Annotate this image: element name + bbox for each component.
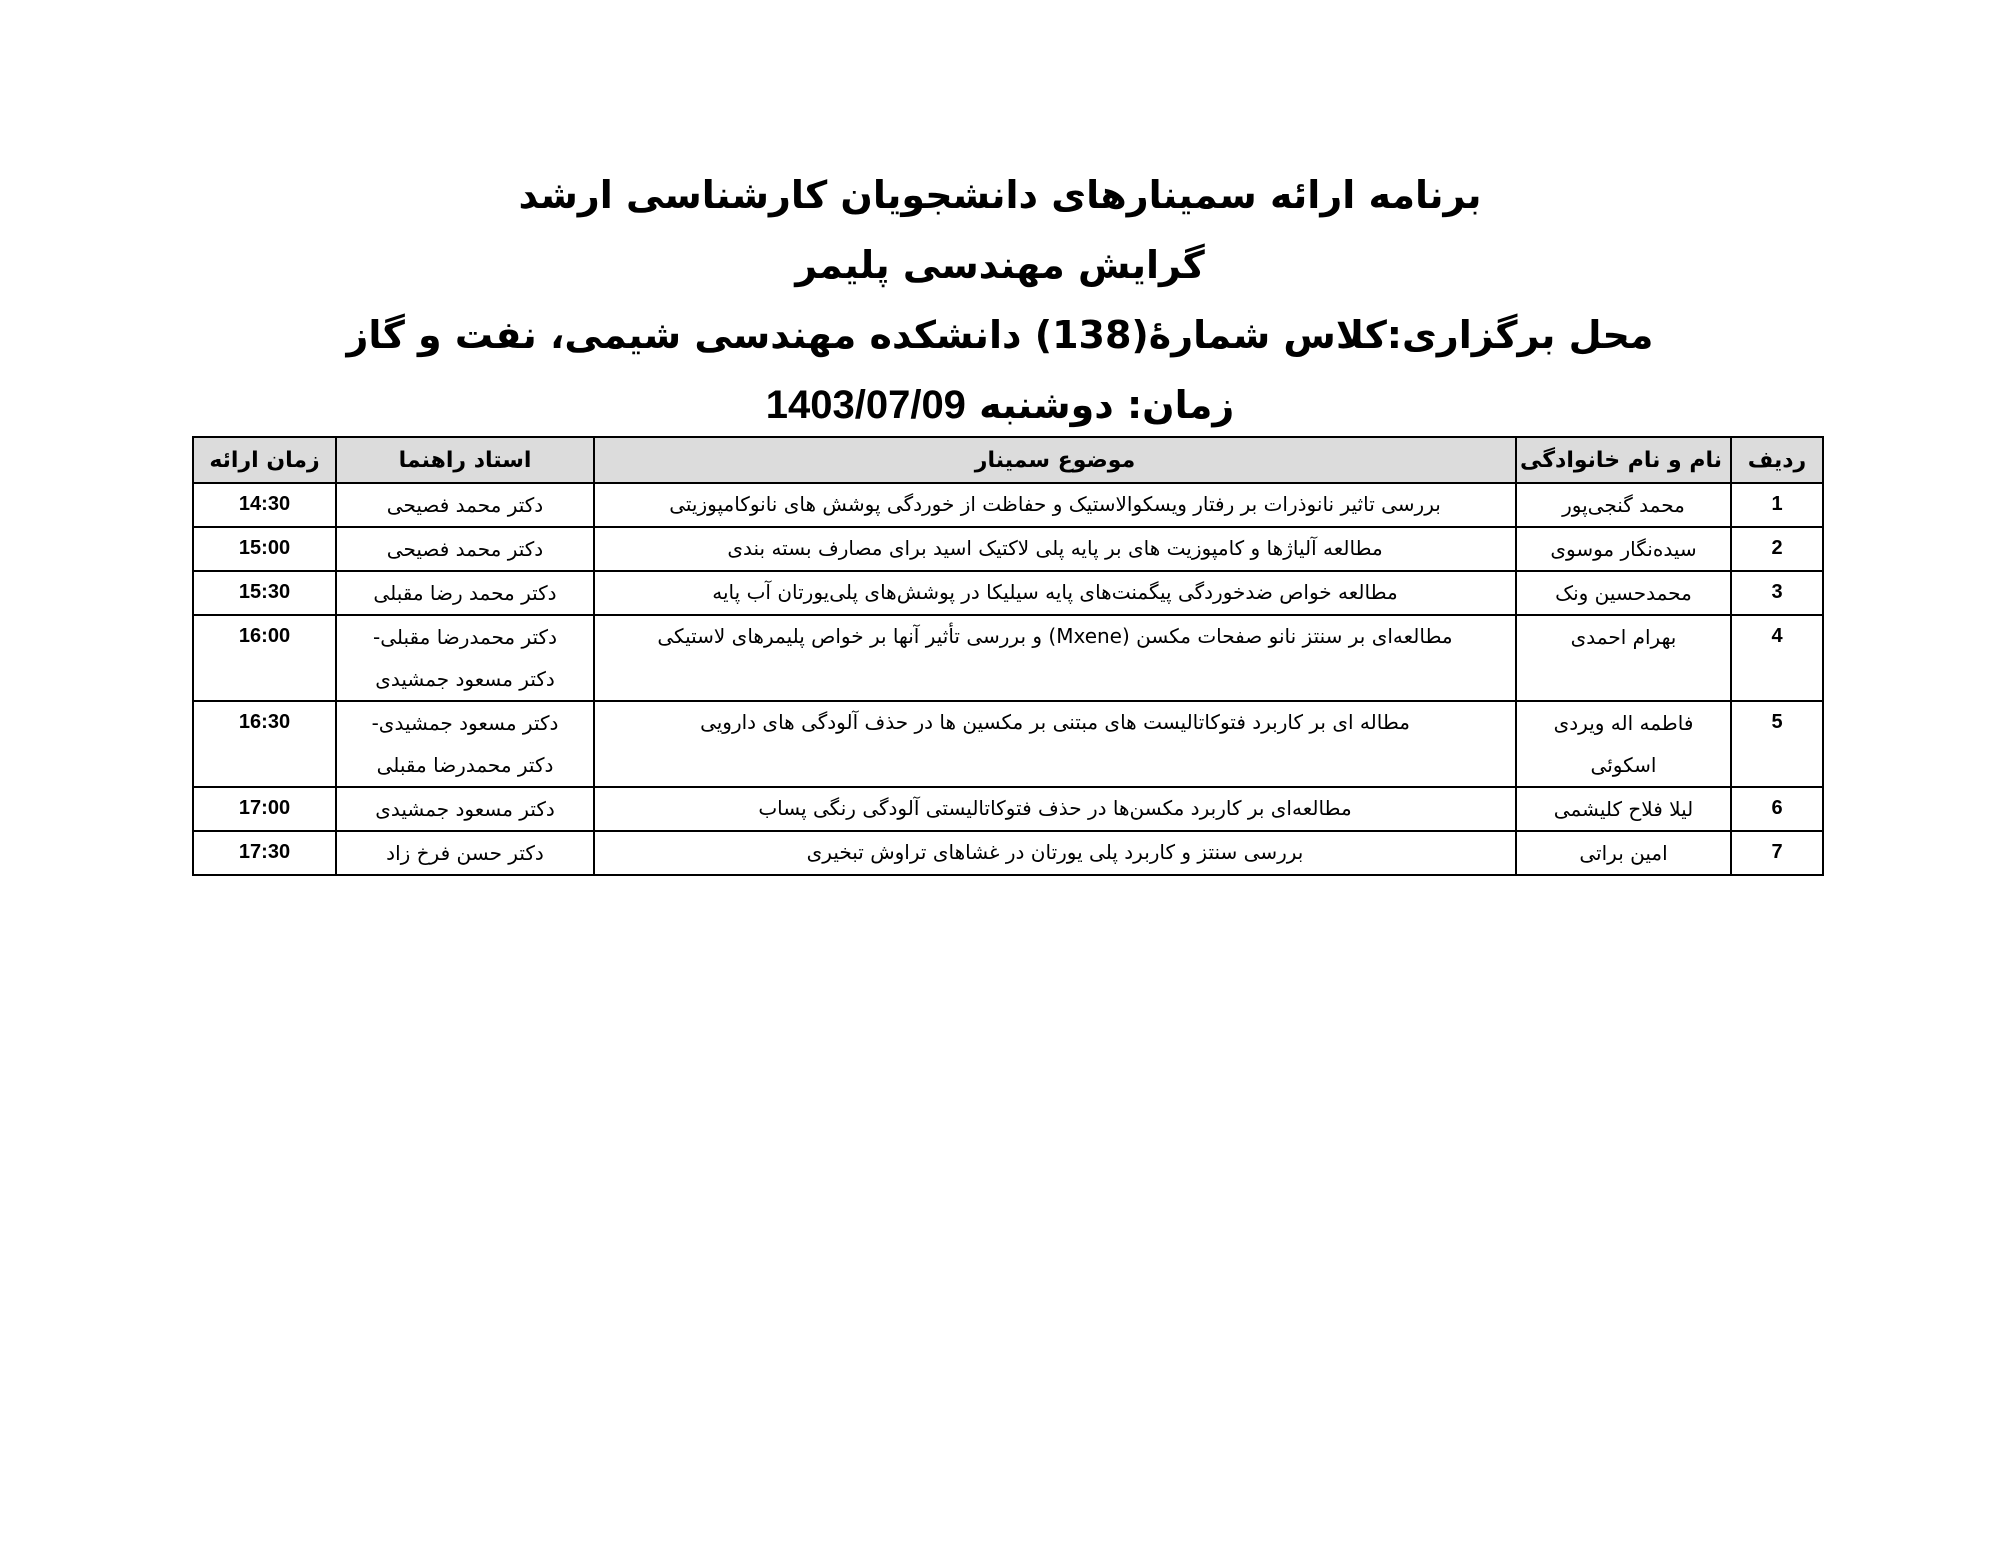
table-row (193, 701, 1823, 787)
advisor-line: دکتر محمد رضا مقبلی (373, 581, 557, 605)
row-number-cell: 5 (1731, 701, 1823, 787)
table-row (193, 483, 1823, 527)
student-name-cell (1516, 527, 1731, 571)
student-name-cell (1516, 483, 1731, 527)
advisor-cell (336, 527, 594, 571)
advisor-line: دکتر محمدرضا مقبلی (376, 753, 554, 777)
row-number-cell: 4 (1731, 615, 1823, 701)
document-title: برنامه ارائه سمینارهای دانشجویان کارشناسی ارشد (518, 173, 1482, 217)
presentation-time-cell: 14:30 (193, 483, 336, 527)
student-name-line: اسکوئی (1590, 753, 1657, 777)
table-row (193, 527, 1823, 571)
advisor-cell (336, 571, 594, 615)
presentation-time-cell: 15:00 (193, 527, 336, 571)
seminar-topic-cell: بررسی سنتز و کاربرد پلی یورتان در غشاهای تراوش تبخیری (594, 831, 1516, 875)
row-number-cell: 3 (1731, 571, 1823, 615)
presentation-time-cell: 17:30 (193, 831, 336, 875)
row-number-cell: 7 (1731, 831, 1823, 875)
advisor-cell (336, 615, 594, 701)
presentation-time-cell: 16:00 (193, 615, 336, 701)
advisor-cell (336, 831, 594, 875)
seminar-topic-cell: مطاله ای بر کاربرد فتوکاتالیست های مبتنی بر مکسین ها در حذف آلودگی های دارویی (594, 701, 1516, 787)
row-number-cell: 1 (1731, 483, 1823, 527)
student-name-line: فاطمه اله ویردی (1553, 711, 1694, 735)
venue-line: محل برگزاری:کلاس شمارۀ(138) دانشکده مهندسی شیمی، نفت و گاز (346, 313, 1654, 357)
header-presentation-time: زمان ارائه (193, 437, 336, 483)
student-name-line: بهرام احمدی (1570, 625, 1677, 649)
student-name-cell (1516, 831, 1731, 875)
seminar-topic-cell: مطالعه‌ای بر سنتز نانو صفحات مکسن (Mxene) و بررسی تأثیر آنها بر خواص پلیمرهای لاستیکی (594, 615, 1516, 701)
student-name-cell (1516, 701, 1731, 787)
seminar-topic-cell: بررسی تاثیر نانوذرات بر رفتار ویسکوالاستیک و حفاظت از خوردگی پوشش های نانوکامپوزیتی (594, 483, 1516, 527)
student-name-line: محمدحسین ونک (1555, 581, 1692, 605)
student-name-line: لیلا فلاح کلیشمی (1553, 797, 1694, 821)
table-row (193, 831, 1823, 875)
document-header (0, 160, 2000, 440)
date-value: 1403/07/09 (765, 383, 966, 427)
presentation-time-cell: 16:30 (193, 701, 336, 787)
header-seminar-topic: موضوع سمینار (594, 437, 1516, 483)
advisor-line: دکتر مسعود جمشیدی- (371, 711, 559, 735)
seminar-topic-cell: مطالعه خواص ضدخوردگی پیگمنت‌های پایه سیلیکا در پوشش‌های پلی‌یورتان آب پایه (594, 571, 1516, 615)
document-subtitle: گرایش مهندسی پلیمر (795, 243, 1205, 287)
table-row (193, 787, 1823, 831)
student-name-cell (1516, 615, 1731, 701)
advisor-line: دکتر حسن فرخ زاد (386, 841, 544, 865)
advisor-line: دکتر مسعود جمشیدی (375, 797, 555, 821)
advisor-cell (336, 701, 594, 787)
header-advisor: استاد راهنما (336, 437, 594, 483)
student-name-cell (1516, 571, 1731, 615)
student-name-line: سیده‌نگار موسوی (1550, 537, 1697, 561)
advisor-line: دکتر مسعود جمشیدی (375, 667, 555, 691)
row-number-cell: 2 (1731, 527, 1823, 571)
seminar-topic-cell: مطالعه آلیاژها و کامپوزیت های بر پایه پلی لاکتیک اسید برای مصارف بسته بندی (594, 527, 1516, 571)
header-student-name: نام و نام خانوادگی (1516, 437, 1731, 483)
presentation-time-cell: 15:30 (193, 571, 336, 615)
table-body (193, 483, 1823, 875)
advisor-line: دکتر محمد فصیحی (386, 537, 544, 561)
seminar-topic-cell: مطالعه‌ای بر کاربرد مکسن‌ها در حذف فتوکاتالیستی آلودگی رنگی پساب (594, 787, 1516, 831)
advisor-line: دکتر محمد فصیحی (386, 493, 544, 517)
presentation-time-cell: 17:00 (193, 787, 336, 831)
date-line (0, 370, 2000, 440)
student-name-line: محمد گنجی‌پور (1562, 493, 1685, 517)
header-row-number: ردیف (1731, 437, 1823, 483)
advisor-cell (336, 483, 594, 527)
student-name-line: امین براتی (1579, 841, 1668, 865)
table-header-row (193, 437, 1823, 483)
advisor-line: دکتر محمدرضا مقبلی- (372, 625, 557, 649)
row-number-cell: 6 (1731, 787, 1823, 831)
advisor-cell (336, 787, 594, 831)
table-row (193, 615, 1823, 701)
student-name-cell (1516, 787, 1731, 831)
table-row (193, 571, 1823, 615)
date-label: زمان: دوشنبه (979, 383, 1235, 427)
seminar-schedule-table (192, 436, 1824, 876)
